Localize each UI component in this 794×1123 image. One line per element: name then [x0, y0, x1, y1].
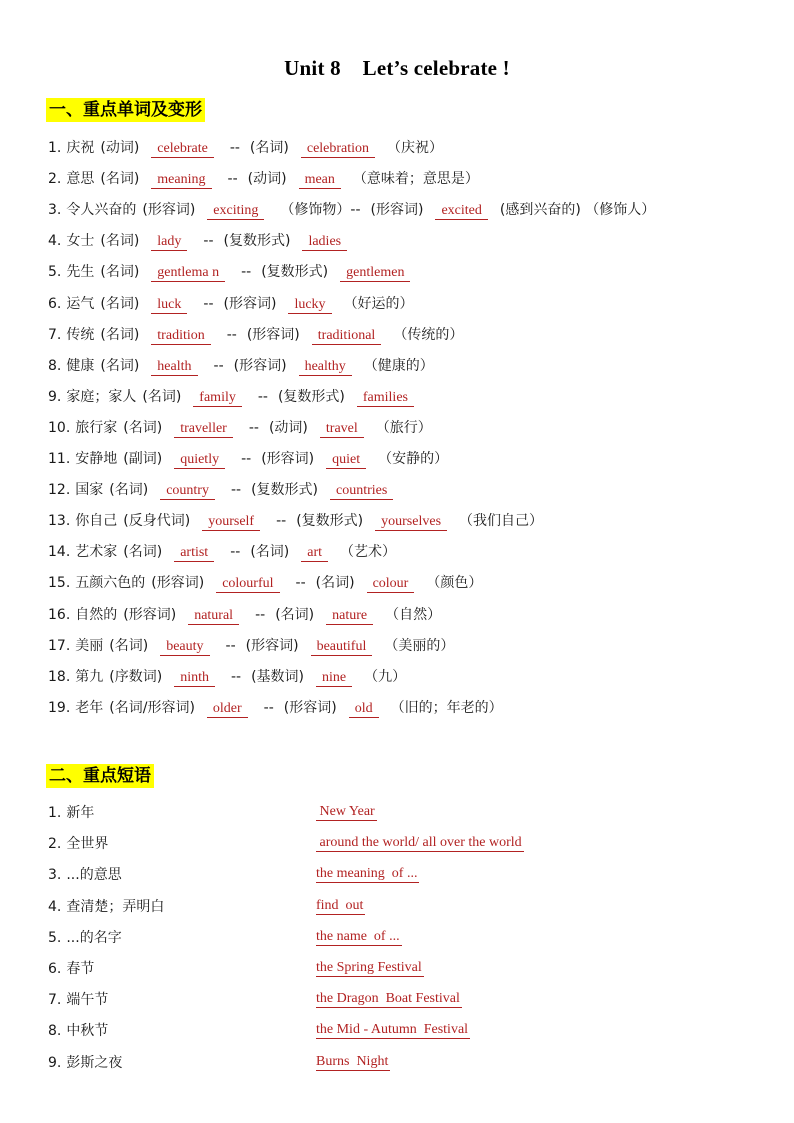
- phrase-number: 7.: [48, 992, 62, 1009]
- word-separator: --: [226, 326, 237, 343]
- word-row: [48, 168, 479, 190]
- word-separator: --: [229, 140, 240, 156]
- word-part-of-speech-2: (名词): [250, 544, 290, 561]
- phrase-chinese: 彭斯之夜: [66, 1054, 123, 1071]
- word-separator: --: [276, 513, 287, 530]
- word-answer: country: [160, 483, 215, 500]
- word-answer: lady: [151, 234, 187, 251]
- word-note: （美丽的）: [384, 637, 455, 654]
- word-number: 6.: [48, 295, 62, 312]
- word-answer: yourself: [202, 514, 260, 531]
- word-answer: health: [151, 359, 197, 376]
- word-separator: --: [230, 668, 242, 685]
- word-part-of-speech: (形容词): [142, 202, 196, 219]
- word-separator: --: [230, 544, 241, 561]
- word-answer: gentlema n: [151, 265, 225, 282]
- word-note: （意味着；意思是）: [352, 171, 479, 188]
- word-chinese: 庆祝: [66, 140, 95, 156]
- word-part-of-speech: (名词): [100, 326, 140, 343]
- word-answer: artist: [174, 545, 214, 562]
- word-chinese: 安静地: [75, 451, 118, 467]
- unit-number: Unit 8: [284, 56, 341, 80]
- word-answer: exciting: [207, 203, 264, 220]
- word-note: （艺术）: [340, 544, 397, 561]
- word-note: (感到兴奋的) （修饰人）: [499, 202, 656, 219]
- word-answer-2: ladies: [302, 234, 347, 251]
- section-heading-phrases: 二、重点短语: [46, 764, 154, 788]
- word-chinese: 先生: [66, 264, 95, 281]
- word-separator: --: [203, 295, 214, 312]
- phrase-answer: the Dragon Boat Festival: [316, 991, 460, 1007]
- word-row: [48, 199, 655, 221]
- word-separator: --: [213, 357, 224, 374]
- phrase-number: 9.: [48, 1054, 62, 1071]
- phrase-answer: the name of ...: [316, 928, 400, 944]
- word-separator: --: [248, 419, 259, 436]
- word-answer-2: nature: [326, 608, 373, 625]
- word-answer-2: beautiful: [311, 639, 373, 656]
- phrase-chinese: 全世界: [66, 836, 109, 853]
- word-answer-2: healthy: [299, 359, 352, 376]
- word-part-of-speech: (名词): [123, 544, 163, 561]
- phrase-answer: New Year: [316, 804, 375, 819]
- word-chinese: 你自己: [75, 513, 118, 530]
- word-separator: --: [255, 606, 266, 623]
- word-answer: older: [207, 701, 248, 718]
- word-number: 16.: [48, 606, 71, 623]
- phrase-answer: around the world/ all over the world: [316, 835, 522, 851]
- word-answer-2: traditional: [312, 328, 382, 345]
- phrase-number: 3.: [48, 867, 62, 884]
- phrase-row: [48, 958, 748, 980]
- word-separator: --: [263, 699, 274, 716]
- phrase-chinese: 端午节: [66, 992, 109, 1009]
- word-number: 8.: [48, 357, 62, 374]
- word-answer: luck: [151, 297, 187, 314]
- word-number: 2.: [48, 171, 62, 188]
- word-number: 10.: [48, 419, 71, 436]
- word-part-of-speech: (名词): [100, 233, 140, 250]
- phrase-chinese: 春节: [66, 961, 95, 977]
- word-note: （自然）: [385, 606, 442, 623]
- phrase-chinese: 中秋节: [66, 1023, 109, 1040]
- phrase-number: 5.: [48, 929, 62, 946]
- phrase-row: [48, 833, 748, 855]
- word-answer: natural: [188, 608, 239, 625]
- word-row: [48, 604, 441, 626]
- phrase-answer: the meaning of ...: [316, 866, 418, 882]
- word-answer-2: nine: [316, 670, 352, 687]
- phrase-number: 8.: [48, 1023, 62, 1040]
- word-note: （颜色）: [426, 575, 483, 592]
- word-row: [48, 510, 543, 532]
- word-row: [48, 448, 448, 470]
- word-number: 3.: [48, 202, 62, 219]
- word-row: [48, 541, 396, 563]
- word-answer-2: celebration: [301, 141, 375, 158]
- word-chinese: 五颜六色的: [75, 575, 146, 592]
- word-part-of-speech-2: (基数词): [251, 668, 305, 685]
- word-answer: quietly: [174, 452, 225, 469]
- word-chinese: 艺术家: [75, 544, 118, 561]
- word-separator: --: [241, 451, 252, 467]
- word-answer-2: excited: [435, 203, 487, 220]
- word-number: 17.: [48, 637, 71, 654]
- word-answer-2: mean: [299, 172, 341, 189]
- word-answer: tradition: [151, 328, 210, 345]
- word-separator: --: [227, 171, 238, 188]
- word-part-of-speech-2: (形容词): [283, 699, 337, 716]
- phrase-number: 1.: [48, 805, 62, 821]
- word-chinese: 旅行家: [75, 419, 118, 436]
- word-part-of-speech-2: (名词): [315, 575, 355, 592]
- word-part-of-speech-2: (复数形式): [277, 388, 345, 405]
- word-row: [48, 355, 434, 377]
- word-part-of-speech: (名词): [142, 388, 182, 405]
- word-part-of-speech: (名词): [109, 637, 149, 654]
- phrase-row: [48, 864, 748, 886]
- word-answer: colourful: [216, 576, 279, 593]
- word-part-of-speech-2: (动词): [268, 419, 308, 436]
- phrase-answer: the Mid - Autumn Festival: [316, 1022, 469, 1038]
- word-chinese: 第九: [75, 668, 104, 685]
- word-part-of-speech-2: (形容词): [246, 326, 300, 343]
- word-part-of-speech-2: (形容词): [370, 202, 424, 219]
- word-part-of-speech: (形容词): [151, 575, 205, 592]
- word-note: （九）: [364, 668, 407, 685]
- word-number: 1.: [48, 140, 62, 156]
- unit-name: Let’s celebrate !: [362, 56, 510, 80]
- phrase-chinese: ...的名字: [66, 929, 122, 946]
- phrase-answer: find out: [316, 897, 364, 913]
- phrase-answer: Burns Night: [316, 1053, 389, 1069]
- word-part-of-speech-2: (复数形式): [296, 513, 364, 530]
- word-part-of-speech: (反身代词): [123, 513, 191, 530]
- phrase-chinese: 查清楚；弄明白: [66, 898, 165, 915]
- word-chinese: 健康: [66, 357, 95, 374]
- word-part-of-speech: (副词): [123, 451, 163, 467]
- word-number: 18.: [48, 668, 71, 685]
- word-part-of-speech-2: (复数形式): [223, 233, 291, 250]
- word-part-of-speech-2: (复数形式): [261, 264, 329, 281]
- word-note: （旅行）: [375, 419, 432, 436]
- word-chinese: 国家: [75, 482, 104, 499]
- word-row: [48, 137, 443, 159]
- word-row: [48, 261, 416, 283]
- word-number: 7.: [48, 326, 62, 343]
- word-row: [48, 230, 353, 252]
- word-number: 19.: [48, 699, 71, 716]
- word-part-of-speech-2: (形容词): [223, 295, 277, 312]
- word-row: [48, 417, 432, 439]
- word-answer: meaning: [151, 172, 211, 189]
- word-note: （我们自己）: [459, 513, 544, 530]
- word-chinese: 传统: [66, 326, 95, 343]
- word-answer: beauty: [160, 639, 209, 656]
- word-part-of-speech-2: (形容词): [233, 357, 287, 374]
- word-row: [48, 666, 406, 688]
- word-part-of-speech: (名词): [100, 171, 140, 188]
- word-note: （安静的）: [378, 451, 449, 467]
- word-part-of-speech-2: (复数形式): [251, 482, 319, 499]
- word-separator: --: [225, 637, 236, 654]
- phrase-row: [48, 1020, 748, 1042]
- word-part-of-speech: (名词): [109, 482, 149, 499]
- word-part-of-speech: (序数词): [109, 668, 163, 685]
- word-answer-2: yourselves: [375, 514, 447, 531]
- phrase-chinese: ...的意思: [66, 867, 122, 884]
- phrase-answer: the Spring Festival: [316, 960, 422, 975]
- word-chinese: 老年: [75, 699, 104, 716]
- word-answer-2: quiet: [326, 452, 366, 469]
- word-number: 15.: [48, 575, 71, 592]
- word-answer: family: [193, 390, 242, 407]
- word-answer-2: art: [301, 545, 328, 562]
- word-note: （传统的）: [393, 326, 464, 343]
- word-part-of-speech-2: (形容词): [245, 637, 299, 654]
- word-note: （健康的）: [363, 357, 434, 374]
- word-number: 5.: [48, 264, 62, 281]
- word-note: （好运的）: [343, 295, 414, 312]
- phrase-row: [48, 1052, 748, 1074]
- word-part-of-speech: (名词): [123, 419, 163, 436]
- word-row: [48, 324, 463, 346]
- word-answer-2: old: [349, 701, 379, 718]
- word-part-of-speech-2: (动词): [247, 171, 287, 188]
- word-row: [48, 697, 503, 719]
- word-answer: traveller: [174, 421, 233, 438]
- word-row: [48, 386, 420, 408]
- word-part-of-speech-2: (名词): [275, 606, 315, 623]
- word-chinese: 自然的: [75, 606, 118, 623]
- word-part-of-speech: (名词/形容词): [109, 699, 195, 716]
- word-chinese: 令人兴奋的: [66, 202, 137, 219]
- word-separator: （修饰物）--: [280, 202, 361, 219]
- word-chinese: 美丽: [75, 637, 104, 654]
- word-number: 13.: [48, 513, 71, 530]
- word-note: （庆祝）: [387, 140, 444, 156]
- word-separator: --: [230, 482, 242, 499]
- phrase-row: [48, 896, 748, 918]
- word-part-of-speech: (名词): [100, 357, 140, 374]
- word-row: [48, 572, 482, 594]
- phrase-number: 4.: [48, 898, 62, 915]
- word-part-of-speech: (名词): [100, 264, 140, 281]
- page-title: [0, 56, 794, 81]
- word-answer-2: travel: [320, 421, 364, 438]
- word-answer-2: gentlemen: [340, 265, 410, 282]
- word-separator: --: [295, 575, 306, 592]
- word-part-of-speech: (名词): [100, 295, 140, 312]
- word-number: 4.: [48, 233, 62, 250]
- word-part-of-speech-2: (名词): [249, 140, 289, 156]
- phrase-chinese: 新年: [66, 805, 95, 821]
- word-row: [48, 293, 414, 315]
- section-heading-words: 一、重点单词及变形: [46, 98, 205, 122]
- word-answer-2: lucky: [288, 297, 331, 314]
- phrase-number: 6.: [48, 961, 62, 977]
- phrase-row: [48, 802, 748, 824]
- word-part-of-speech: (动词): [100, 140, 140, 156]
- word-number: 14.: [48, 544, 71, 561]
- word-chinese: 家庭；家人: [66, 388, 137, 405]
- word-chinese: 女士: [66, 233, 95, 250]
- word-part-of-speech: (形容词): [123, 606, 177, 623]
- phrase-row: [48, 927, 748, 949]
- word-number: 11.: [48, 451, 71, 467]
- word-separator: --: [203, 233, 214, 250]
- word-note: （旧的；年老的）: [390, 699, 503, 716]
- word-answer: ninth: [174, 670, 215, 687]
- word-number: 9.: [48, 388, 62, 405]
- phrase-row: [48, 989, 748, 1011]
- word-answer-2: families: [357, 390, 414, 407]
- word-row: [48, 635, 454, 657]
- word-number: 12.: [48, 482, 71, 499]
- word-answer-2: countries: [330, 483, 393, 500]
- word-part-of-speech-2: (形容词): [261, 451, 315, 467]
- phrase-number: 2.: [48, 836, 62, 853]
- word-separator: --: [257, 388, 268, 405]
- word-separator: --: [241, 264, 252, 281]
- word-answer: celebrate: [151, 141, 214, 158]
- word-answer-2: colour: [367, 576, 415, 593]
- word-chinese: 意思: [66, 171, 95, 188]
- word-chinese: 运气: [66, 295, 95, 312]
- word-row: [48, 479, 399, 501]
